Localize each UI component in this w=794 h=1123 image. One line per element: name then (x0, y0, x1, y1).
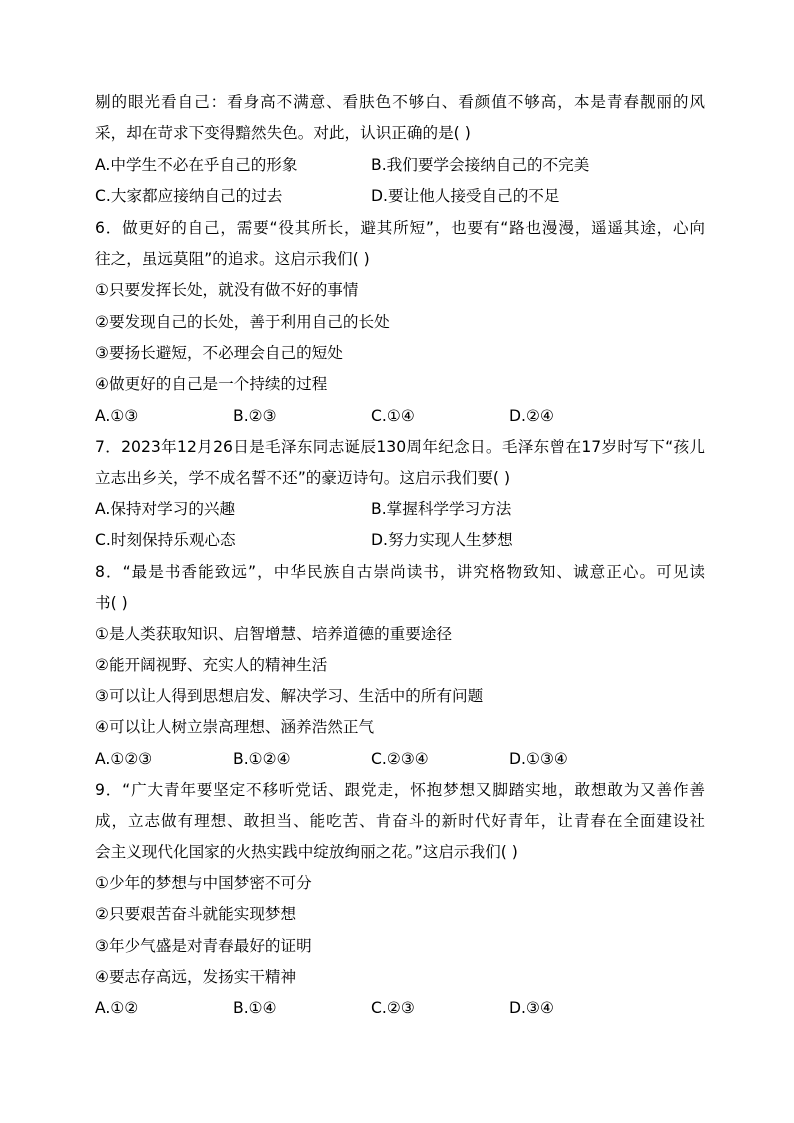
q7-stem-line-1: 7．2023年12月26日是毛泽东同志诞辰130周年纪念日。毛泽东曾在17岁时写下“孩儿 (95, 438, 705, 456)
q7-stem-line-2: 立志出乡关，学不成名誓不还”的豪迈诗句。这启示我们要( ) (95, 469, 511, 487)
q8-statement-1: ①是人类获取知识、启智增慧、培养道德的重要途径 (95, 625, 453, 643)
q6-option-c: C.①④ (371, 407, 415, 425)
q9-stem-line-1: 9．“广大青年要坚定不移听党话、跟党走，怀抱梦想又脚踏实地，敢想敢为又善作善 (95, 781, 705, 799)
q8-option-d: D.①③④ (509, 750, 568, 768)
q8-statement-4: ④可以让人树立崇高理想、涵养浩然正气 (95, 718, 375, 736)
q7-option-a: A.保持对学习的兴趣 (95, 500, 236, 518)
q9-stem-line-2: 成，立志做有理想、敢担当、能吃苦、肯奋斗的新时代好青年，让青春在全面建设社 (95, 812, 705, 830)
q9-statement-4: ④要志存高远，发扬实干精神 (95, 968, 297, 986)
q9-statement-1: ①少年的梦想与中国梦密不可分 (95, 874, 312, 892)
q9-statement-2: ②只要艰苦奋斗就能实现梦想 (95, 905, 297, 923)
q5-stem-line-1: 剔的眼光看自己：看身高不满意、看肤色不够白、看颜值不够高，本是青春靓丽的风 (95, 93, 705, 111)
q7-option-d: D.努力实现人生梦想 (371, 531, 513, 549)
q8-stem-line-1: 8．“最是书香能致远”，中华民族自古崇尚读书，讲究格物致知、诚意正心。可见读 (95, 563, 705, 581)
q8-stem-line-2: 书( ) (95, 594, 128, 612)
q5-option-b: B.我们要学会接纳自己的不完美 (371, 156, 590, 174)
q5-option-c: C.大家都应接纳自己的过去 (95, 187, 283, 205)
q9-option-c: C.②③ (371, 999, 415, 1017)
q9-option-a: A.①② (95, 999, 139, 1017)
q5-option-a: A.中学生不必在乎自己的形象 (95, 156, 298, 174)
q7-option-c: C.时刻保持乐观心态 (95, 531, 236, 549)
q6-option-b: B.②③ (233, 407, 277, 425)
q5-option-d: D.要让他人接受自己的不足 (371, 187, 560, 205)
q6-option-d: D.②④ (509, 407, 554, 425)
q8-option-c: C.②③④ (371, 750, 429, 768)
q6-statement-4: ④做更好的自己是一个持续的过程 (95, 375, 328, 393)
q7-option-b: B.掌握科学学习方法 (371, 500, 512, 518)
q6-option-a: A.①③ (95, 407, 139, 425)
q6-statement-3: ③要扬长避短，不必理会自己的短处 (95, 344, 343, 362)
q8-option-a: A.①②③ (95, 750, 153, 768)
q8-option-b: B.①②④ (233, 750, 291, 768)
q8-statement-3: ③可以让人得到思想启发、解决学习、生活中的所有问题 (95, 687, 484, 705)
q9-option-d: D.③④ (509, 999, 554, 1017)
q6-stem-line-1: 6．做更好的自己，需要“役其所长，避其所短”，也要有“路也漫漫，遥遥其途，心向 (95, 219, 705, 237)
q6-statement-2: ②要发现自己的长处，善于利用自己的长处 (95, 313, 390, 331)
q9-option-b: B.①④ (233, 999, 277, 1017)
q5-stem-line-2: 采，却在苛求下变得黯然失色。对此，认识正确的是( ) (95, 124, 471, 142)
q9-stem-line-3: 会主义现代化国家的火热实践中绽放绚丽之花。”这启示我们( ) (95, 843, 518, 861)
q6-stem-line-2: 往之，虽远莫阻”的追求。这启示我们( ) (95, 250, 370, 268)
q6-statement-1: ①只要发挥长处，就没有做不好的事情 (95, 281, 359, 299)
q9-statement-3: ③年少气盛是对青春最好的证明 (95, 937, 312, 955)
q8-statement-2: ②能开阔视野、充实人的精神生活 (95, 656, 328, 674)
